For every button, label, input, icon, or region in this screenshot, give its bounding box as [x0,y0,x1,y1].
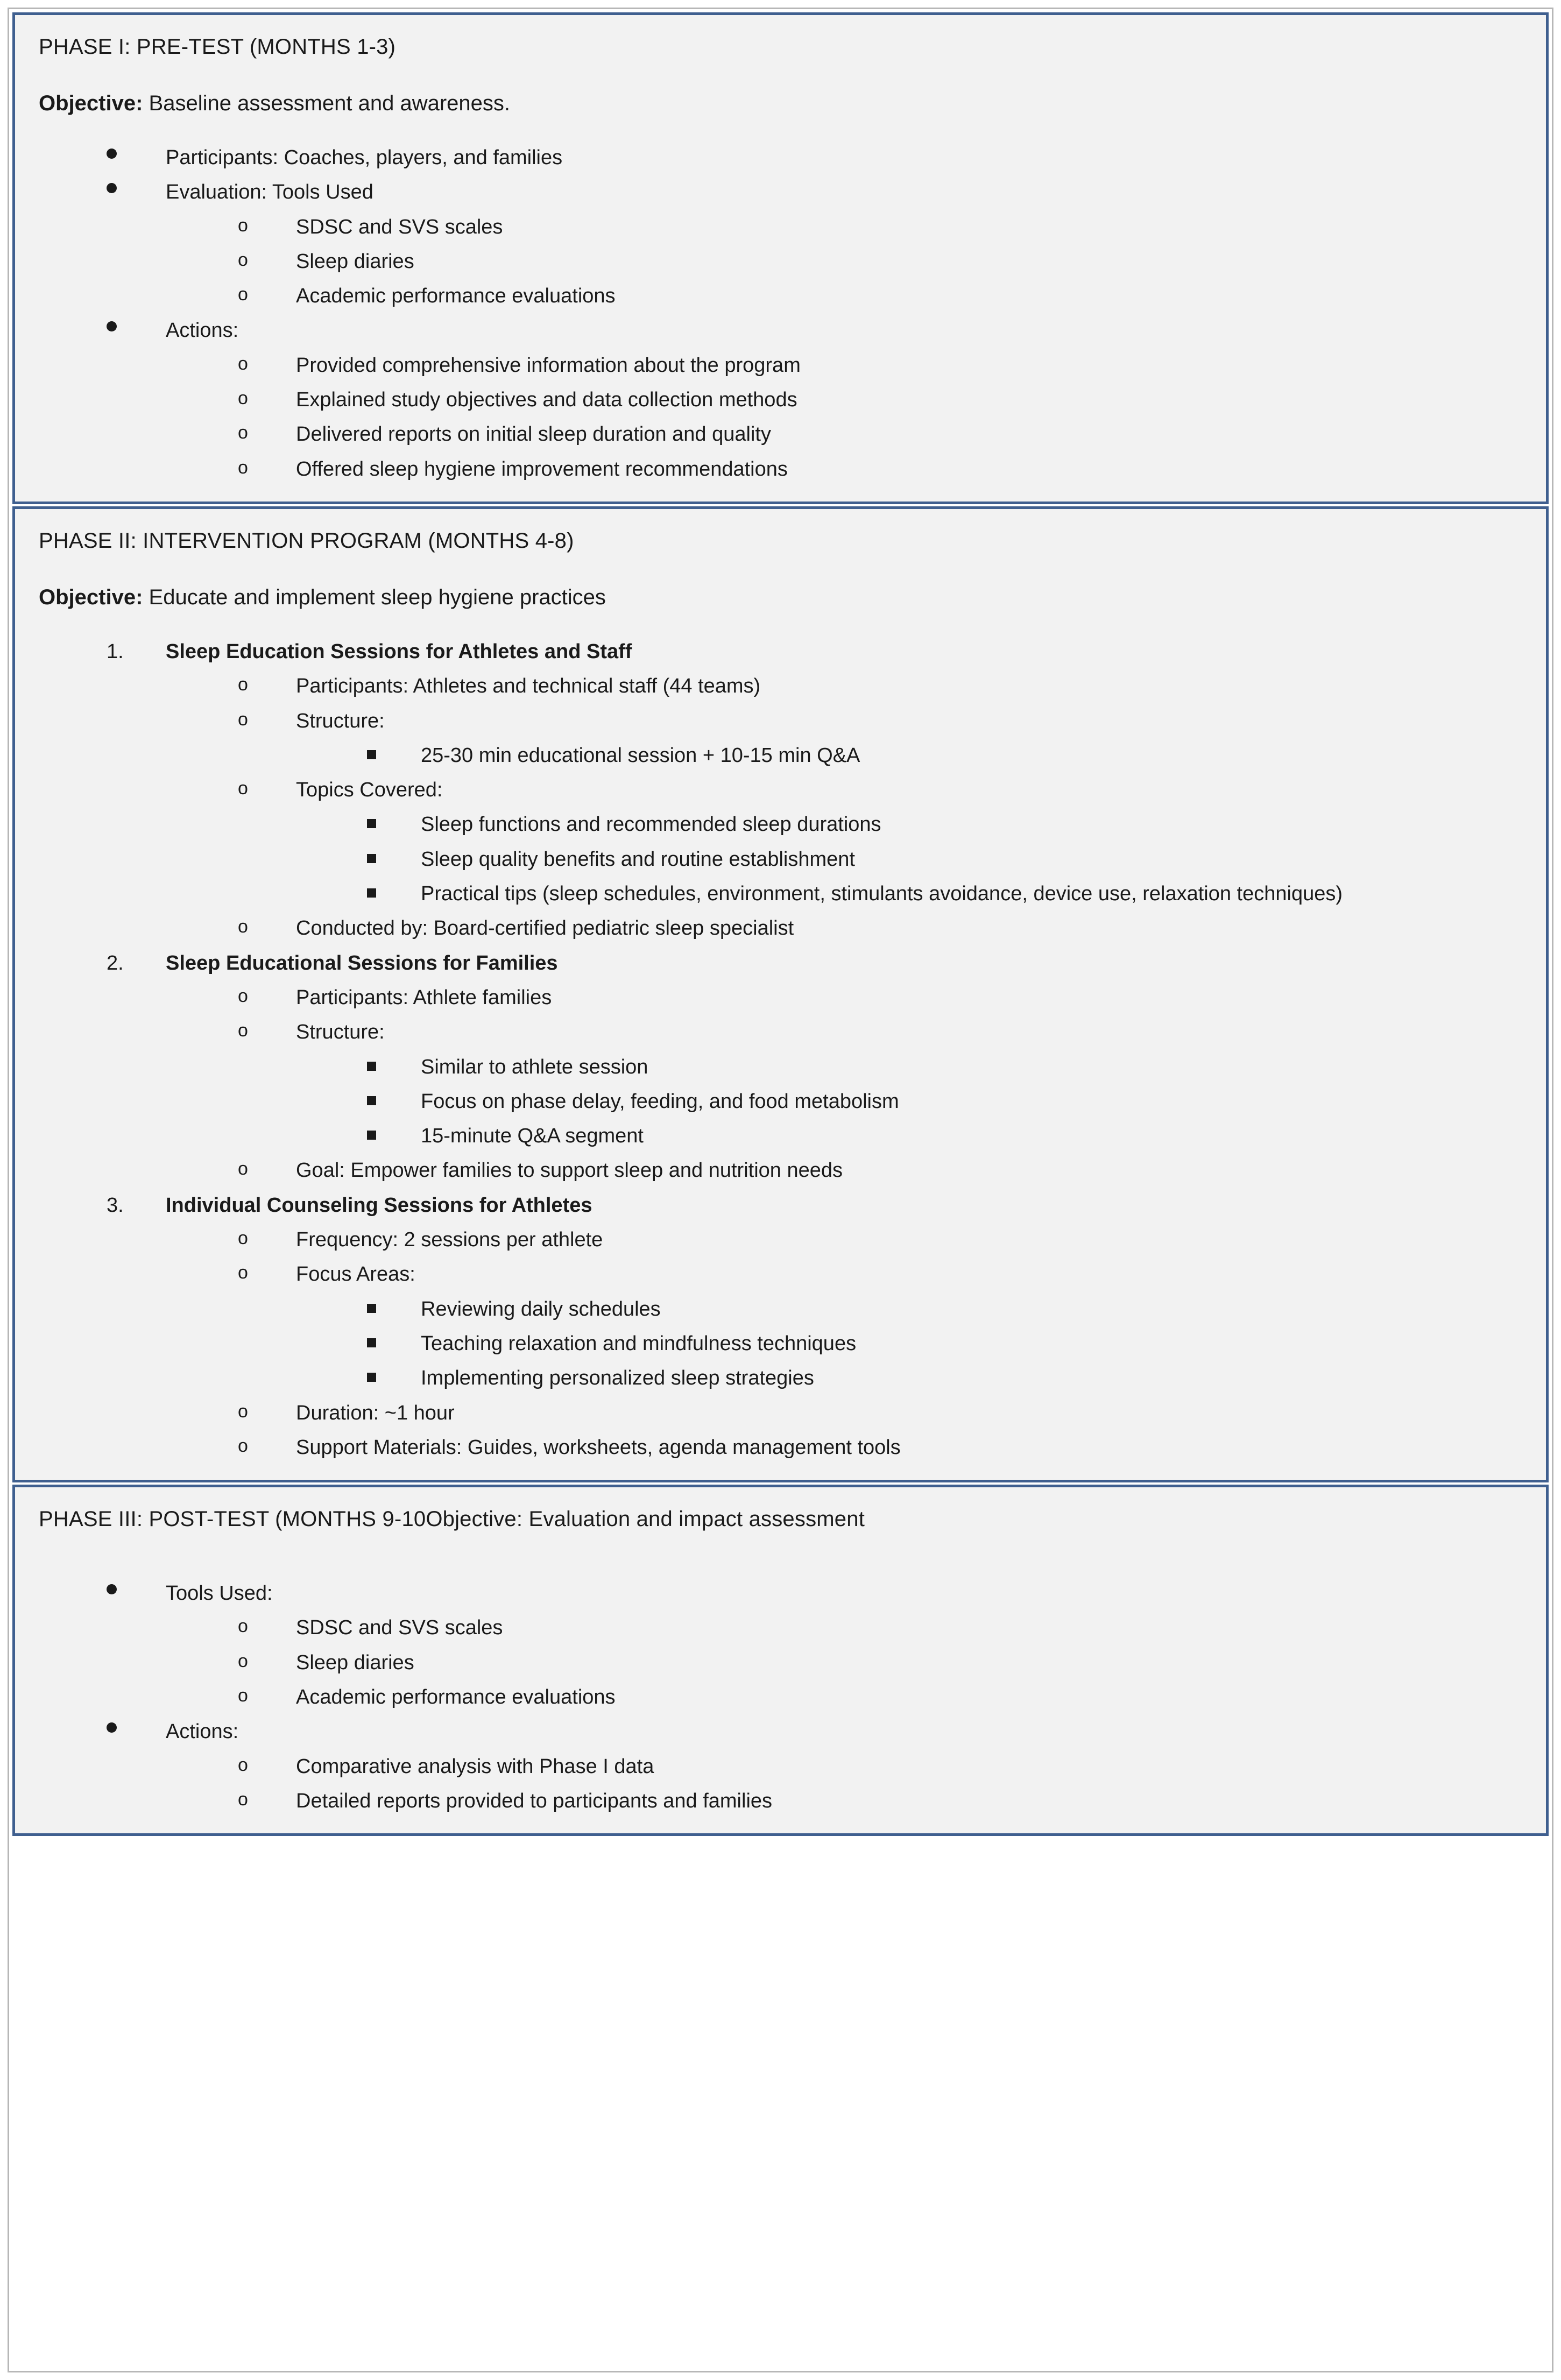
list-item [39,1718,1524,1746]
list-item-label: Similar to athlete session [421,1055,648,1078]
list-item-label: Comparative analysis with Phase I data [296,1755,654,1778]
objective-text-1: Baseline assessment and awareness. [143,91,511,115]
circle-icon: o [238,916,248,937]
circle-icon: o [238,1650,248,1671]
circle-icon: o [238,457,248,478]
phase-title-3: PHASE III: POST-TEST (MONTHS 9-10Objective: Evaluation and impact assessment [39,1507,865,1531]
circle-icon: o [238,388,248,409]
list-item [39,1122,1524,1150]
list-item [39,811,1524,838]
list-item-label: Participants: Athletes and technical staff (44 teams) [296,675,761,698]
phase-objective-2 [39,583,1524,611]
list-item [39,1788,1524,1815]
list-item [39,248,1524,276]
list-number: 1. [107,640,124,663]
list-item [39,1580,1524,1607]
circle-icon: o [238,1159,248,1180]
list-item [39,386,1524,414]
list-item-label: Practical tips (sleep schedules, environment, stimulants avoidance, device use, relaxation techniques) [421,882,1343,906]
square-icon [367,1368,421,1387]
list-item [39,421,1524,448]
list-item-label: Academic performance evaluations [296,1685,616,1708]
list-item [39,915,1524,942]
circle-icon: o [238,422,248,443]
square-icon [367,814,421,833]
square-icon [367,745,421,764]
circle-icon: o [238,284,248,305]
list-item [39,1019,1524,1046]
phase-title-2: PHASE II: INTERVENTION PROGRAM (MONTHS 4-8) [39,528,574,553]
list-item [39,638,1524,666]
objective-label-2: Objective: [39,585,143,609]
list-item [39,1434,1524,1461]
phase-list-1 [39,144,1524,483]
list-number: 3. [107,1193,124,1217]
list-item [39,1365,1524,1392]
list-item-label: Conducted by: Board-certified pediatric sleep specialist [296,917,794,940]
list-item-label: Sleep diaries [296,1651,414,1674]
phase-box-2 [12,506,1549,1482]
bullet-icon [107,1580,166,1605]
list-item-label: Evaluation: Tools Used [166,181,373,204]
list-item [39,673,1524,700]
list-item [39,1226,1524,1254]
list-item-label: Frequency: 2 sessions per athlete [296,1228,603,1252]
list-item-label: Sleep diaries [296,250,414,273]
phase-list-2 [39,638,1524,1461]
list-item-label: Explained study objectives and data collection methods [296,389,797,412]
list-item-label: Academic performance evaluations [296,285,616,308]
circle-icon: o [238,778,248,799]
list-item [39,179,1524,206]
list-item-label: Topics Covered: [296,779,443,802]
phase-list-3 [39,1580,1524,1815]
list-item [39,317,1524,344]
list-item [39,1296,1524,1323]
circle-icon: o [238,985,248,1006]
list-item-label: 25-30 min educational session + 10-15 min Q&A [421,744,860,767]
list-item-label: Sleep Educational Sessions for Families [166,951,558,974]
list-item-label: Delivered reports on initial sleep duration and quality [296,423,771,446]
square-icon [367,1299,421,1318]
list-item [39,1157,1524,1184]
circle-icon: o [238,1020,248,1041]
list-item-label: Implementing personalized sleep strategies [421,1367,814,1390]
page-frame [8,8,1553,2372]
list-item-label: Duration: ~1 hour [296,1401,455,1424]
list-item-label: Teaching relaxation and mindfulness techniques [421,1332,857,1355]
circle-icon: o [238,1401,248,1422]
list-item [39,456,1524,483]
list-item [39,1753,1524,1781]
circle-icon: o [238,249,248,270]
phase-objective-1 [39,89,1524,117]
list-item-label: Individual Counseling Sessions for Athletes [166,1193,592,1217]
list-item [39,776,1524,804]
list-item [39,1192,1524,1219]
square-icon [367,884,421,902]
circle-icon: o [238,1435,248,1456]
circle-icon: o [238,1685,248,1706]
list-item-label: Actions: [166,319,239,342]
list-item [39,984,1524,1012]
square-icon [367,1126,421,1145]
list-item-label: SDSC and SVS scales [296,1616,503,1640]
list-item [39,352,1524,379]
list-item-label: Sleep quality benefits and routine establishment [421,848,855,871]
circle-icon: o [238,709,248,730]
square-icon [367,1091,421,1110]
list-item-label: Participants: Coaches, players, and families [166,146,563,169]
list-item [39,1054,1524,1081]
bullet-icon [107,144,166,169]
objective-label-1: Objective: [39,91,143,115]
list-item [39,742,1524,769]
list-item-label: Detailed reports provided to participants and families [296,1789,773,1812]
list-item-label: 15-minute Q&A segment [421,1125,644,1148]
list-item [39,1649,1524,1677]
list-item-label: Provided comprehensive information about the program [296,354,801,377]
list-item [39,1684,1524,1711]
list-item-label: Support Materials: Guides, worksheets, agenda management tools [296,1436,901,1459]
list-item-label: Actions: [166,1720,239,1743]
list-item [39,1261,1524,1288]
list-item-label: Sleep functions and recommended sleep durations [421,813,881,836]
bullet-icon [107,179,166,203]
list-item [39,846,1524,873]
phase-box-3 [12,1485,1549,1836]
list-item [39,283,1524,310]
list-item [39,214,1524,241]
list-item-label: Focus Areas: [296,1263,415,1286]
list-item [39,880,1524,908]
circle-icon: o [238,674,248,695]
list-item [39,1330,1524,1358]
list-item [39,950,1524,977]
list-item [39,1400,1524,1427]
bullet-icon [107,1718,166,1743]
list-item [39,1088,1524,1115]
circle-icon: o [238,1754,248,1775]
list-item-label: Sleep Education Sessions for Athletes and Staff [166,640,632,663]
circle-icon: o [238,353,248,374]
circle-icon: o [238,1789,248,1810]
list-item [39,144,1524,172]
list-item-label: Focus on phase delay, feeding, and food metabolism [421,1090,899,1113]
bullet-icon [107,317,166,342]
circle-icon: o [238,1616,248,1637]
list-item-label: Reviewing daily schedules [421,1297,661,1320]
list-item-label: Tools Used: [166,1582,273,1605]
list-item-label: Goal: Empower families to support sleep and nutrition needs [296,1159,843,1182]
phase-box-1 [12,12,1549,504]
circle-icon: o [238,1262,248,1283]
list-item-label: Participants: Athlete families [296,986,552,1009]
list-item [39,708,1524,735]
list-item-label: SDSC and SVS scales [296,215,503,238]
square-icon [367,1057,421,1076]
list-item-label: Structure: [296,709,385,732]
phase-title-1: PHASE I: PRE-TEST (MONTHS 1-3) [39,35,396,59]
circle-icon: o [238,215,248,236]
list-item-label: Structure: [296,1021,385,1044]
list-number: 2. [107,951,124,974]
square-icon [367,1333,421,1352]
list-item [39,1614,1524,1642]
list-item-label: Offered sleep hygiene improvement recommendations [296,457,788,481]
circle-icon: o [238,1228,248,1249]
square-icon [367,849,421,868]
objective-text-2: Educate and implement sleep hygiene practices [143,585,606,609]
